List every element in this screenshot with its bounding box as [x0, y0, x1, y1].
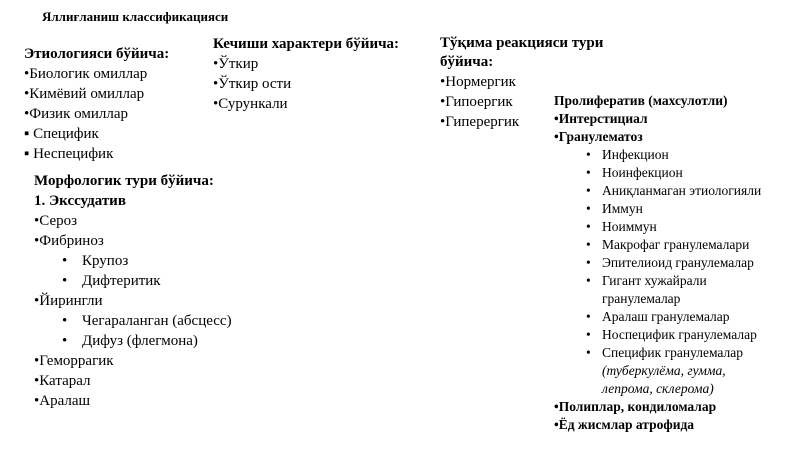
prolif-sub-item [554, 218, 761, 236]
prolif-granulomatous: •Гранулематоз [554, 129, 643, 144]
bullet-icon: • [62, 253, 68, 269]
prolif-sub-item [554, 308, 761, 326]
course-item: •Ўткир [213, 56, 259, 72]
etiology-item: ▪ Неспецифик [24, 146, 114, 162]
prolif-section [554, 92, 761, 434]
specific-examples-line: (туберкулёма, гумма, [602, 363, 726, 378]
bullet-icon: • [62, 333, 68, 349]
morph-purulent-sub [34, 331, 232, 351]
bullet-icon: • [586, 147, 591, 162]
morph-fibrinous-sub [34, 251, 232, 271]
bullet-icon: • [586, 273, 591, 288]
morph-fibrinous-sub [34, 271, 232, 291]
etiology-item: •Кимёвий омиллар [24, 86, 145, 102]
prolif-sub-item [554, 236, 761, 254]
tissue-item: •Гиперергик [440, 114, 520, 130]
morph-purulent: •Йирингли [34, 293, 103, 309]
bullet-icon: • [586, 201, 591, 216]
etiology-item: •Физик омиллар [24, 106, 128, 122]
prolif-specific-examples [554, 362, 761, 380]
prolif-sub-label: Инфекцион [602, 147, 669, 162]
bullet-icon: • [586, 165, 591, 180]
tissue-heading-line2: бўйича: [440, 54, 494, 70]
prolif-sub-label: Макрофаг гранулемалари [602, 237, 750, 252]
specific-examples-line: лепрома, склерома) [602, 381, 714, 396]
bullet-icon: • [586, 219, 591, 234]
bullet-icon: • [62, 273, 68, 289]
prolif-sub-item [554, 182, 761, 200]
prolif-sub-item [554, 290, 761, 308]
sub-label: Дифтеритик [82, 273, 161, 289]
page-title: Яллиғланиш классификацияси [42, 9, 229, 24]
course-heading: Кечиши характери бўйича: [213, 36, 400, 52]
tissue-heading-line1: Тўқима реакцияси тури [440, 35, 604, 51]
prolif-sub-list [554, 146, 761, 362]
bullet-icon: • [586, 237, 591, 252]
morph-item: •Катарал [34, 373, 91, 389]
sub-label: Чегараланган (абсцесс) [82, 313, 232, 329]
prolif-heading: Пролифератив (махсулотли) [554, 93, 728, 108]
bullet-icon: • [586, 183, 591, 198]
sub-label: Дифуз (флегмона) [82, 333, 198, 349]
morph-section [34, 172, 232, 411]
course-item: •Сурункали [213, 96, 288, 112]
prolif-sub-label: Носпецифик гранулемалар [602, 327, 757, 342]
course-item: •Ўткир ости [213, 76, 292, 92]
prolif-sub-label: Ноиммун [602, 219, 657, 234]
prolif-sub-label: Специфик гранулемалар [602, 345, 744, 360]
prolif-sub-label: Ноинфекцион [602, 165, 683, 180]
prolif-sub-item [554, 272, 761, 290]
course-section [213, 35, 399, 114]
etiology-item: ▪ Специфик [24, 126, 99, 142]
tissue-item: •Гипоергик [440, 94, 513, 110]
bullet-icon: • [586, 255, 591, 270]
prolif-sub-label: Гигант хужайрали [602, 273, 707, 288]
etiology-heading: Этиологияси бўйича: [24, 46, 170, 62]
bullet-icon: • [586, 327, 591, 342]
bullet-icon: • [586, 309, 591, 324]
bullet-icon: • [62, 313, 68, 329]
prolif-sub-label: Аралаш гранулемалар [602, 309, 730, 324]
prolif-interstitial: •Интерстициал [554, 111, 648, 126]
prolif-sub-label: Аниқланмаган этиологияли [602, 183, 762, 198]
prolif-atrophy: •Ёд жисмлар атрофида [554, 417, 695, 432]
prolif-sub-item [554, 254, 761, 272]
morph-exudative: 1. Экссудатив [34, 193, 126, 209]
morph-heading: Морфологик тури бўйича: [34, 173, 214, 189]
prolif-sub-item [554, 200, 761, 218]
morph-item: •Геморрагик [34, 353, 114, 369]
morph-fibrinous: •Фибриноз [34, 233, 104, 249]
morph-item: •Аралаш [34, 393, 91, 409]
prolif-sub-label: Иммун [602, 201, 643, 216]
prolif-sub-item [554, 146, 761, 164]
prolif-sub-item [554, 164, 761, 182]
prolif-specific-examples [554, 380, 761, 398]
etiology-section [24, 45, 169, 164]
sub-label: Крупоз [82, 253, 129, 269]
etiology-item: •Биологик омиллар [24, 66, 148, 82]
prolif-sub-item [554, 326, 761, 344]
prolif-polyps: •Полиплар, кондиломалар [554, 399, 717, 414]
prolif-sub-item [554, 344, 761, 362]
prolif-sub-label: гранулемалар [602, 291, 681, 306]
prolif-sub-label: Эпителиоид гранулемалар [602, 255, 754, 270]
morph-purulent-sub [34, 311, 232, 331]
bullet-icon: • [586, 345, 591, 360]
morph-serous: •Сероз [34, 213, 78, 229]
tissue-item: •Нормергик [440, 74, 516, 90]
